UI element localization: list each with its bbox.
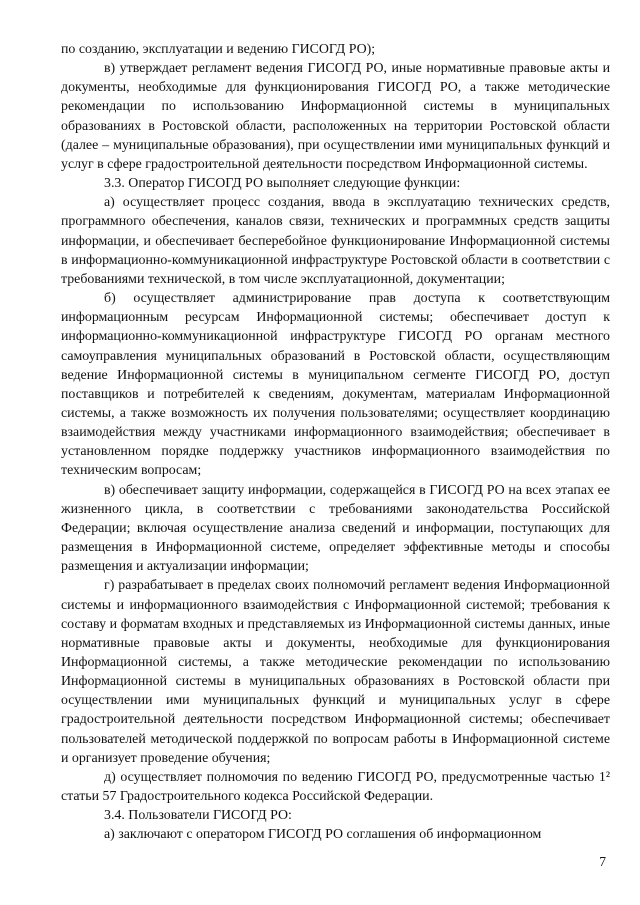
section-3-4-heading: 3.4. Пользователи ГИСОГД РО: (104, 808, 292, 824)
paragraph-item-a-agreements: а) заключают с оператором ГИСОГД РО соглашения об информационном (104, 827, 542, 843)
page-number: 7 (599, 854, 606, 869)
paragraph-item-v-protection: в) обеспечивает защиту информации, содержащейся в ГИСОГД РО на всех этапах ее жизненного цикла, в соответствии с требованиями законодательства Российской Федерации; включая осуществление анализа сведений и информации, поступающих для размещения в Информационной системе, определяет эффективные методы и способы размещения и актуализации информации; (61, 482, 610, 575)
paragraph-item-a-operation: а) осуществляет процесс создания, ввода в эксплуатацию технических средств, программного обеспечения, каналов связи, технических и программных средств защиты информации, и обеспечивает бесперебойное функционирование Информационной системы в информационно-коммуникационной инфраструктуре Ростовской области в соответствии с требованиями технической, в том числе эксплуатационной, документации; (61, 195, 610, 287)
section-3-3-heading: 3.3. Оператор ГИСОГД РО выполняет следующие функции: (104, 176, 461, 192)
paragraph-continuation: по созданию, эксплуатации и ведению ГИСОГД РО); (61, 42, 376, 57)
paragraph-item-v-regulation: в) утверждает регламент ведения ГИСОГД РО, иные нормативные правовые акты и документы, необходимые для функционирования ГИСОГД РО, а также методические рекомендации по использованию Информационной системы в муниципальных образованиях в Ростовской области, расположенных на территории Ростовской области (далее – муниципальные образования), при осуществлении ими муниципальных функций и услуг в сфере градостроительной деятельности посредством Информационной системы. (61, 61, 610, 172)
paragraph-item-b-access: б) осуществляет администрирование прав доступа к соответствующим информационным ресурсам Информационной системы; обеспечивает доступ к информационно-коммуникационной инфраструктуре ГИСОГД РО органам местного самоуправления муниципальных образований в Ростовской области, осуществляющим ведение Информационной системы в муниципальном сегменте ГИСОГД РО, доступ поставщиков и потребителей к сведениям, документам, материалам Информационной системы, а также возможность их получения пользователями; осуществляет координацию взаимодействия между участниками информационного взаимодействия; обеспечивает в установленном порядке поддержку участников информационного взаимодействия по техническим вопросам; (61, 291, 610, 479)
page-content (61, 40, 610, 845)
paragraph-item-g-regulation: г) разрабатывает в пределах своих полномочий регламент ведения Информационной системы и информационного взаимодействия с Информационной системой; требования к составу и форматам входных и представляемых из Информационной системы данных, иные нормативные правовые акты и документы, необходимые для функционирования Информационной системы, а также методические рекомендации по использованию Информационной системы в муниципальных образованиях в Ростовской области при осуществлении ими муниципальных функций и муниципальных услуг в сфере градостроительной деятельности посредством Информационной системы; обеспечивает пользователей методической поддержкой по вопросам работы в Информационной системе и организует проведение обучения; (61, 578, 610, 766)
paragraph-item-d-powers: д) осуществляет полномочия по ведению ГИСОГД РО, предусмотренные частью 1² статьи 57 Градостроительного кодекса Российской Федерации. (61, 769, 610, 805)
